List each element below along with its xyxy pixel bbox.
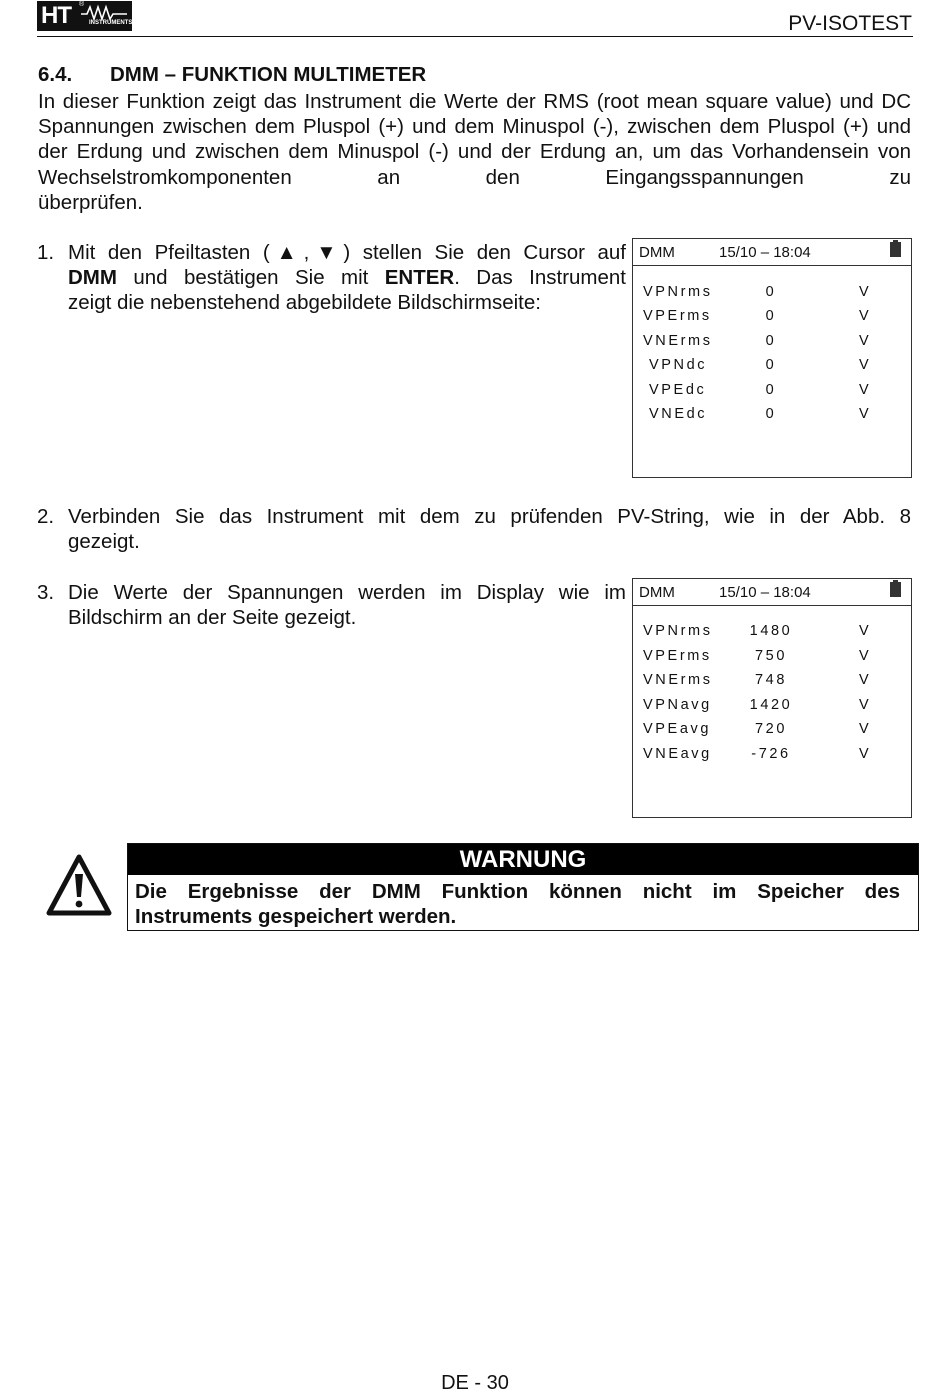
reading-value: 0	[765, 308, 777, 324]
reading-unit: V	[859, 721, 872, 737]
reading-label: VNErms	[643, 333, 713, 349]
step-1-enter-keyword: ENTER	[384, 266, 455, 290]
screen-datetime: 15/10 – 18:04	[719, 244, 811, 261]
screen-header	[633, 579, 911, 606]
reading-value: 720	[755, 721, 787, 737]
warning-box	[127, 843, 919, 931]
reading-value: -726	[751, 746, 791, 762]
reading-label: VNErms	[643, 672, 713, 688]
logo-wave-icon	[81, 5, 127, 21]
reading-label: VNEdc	[649, 406, 708, 422]
section-number: 6.4.	[38, 63, 73, 86]
reading-unit: V	[859, 648, 872, 664]
intro-text: In dieser Funktion zeigt das Instrument die Werte der RMS (root mean square value) und DC Spannungen zwischen dem Pluspol (+) und dem Minuspol (-), zwischen dem Pluspol (+) und der Erdung und zwischen dem Minuspol (-) und der Erdung an, um das Vorhandensein von Wechselstromkomponenten an den Eingangsspannungen zu	[38, 90, 911, 189]
reading-value: 1420	[749, 697, 793, 713]
logo-text: HT	[41, 2, 71, 29]
step-3-text	[68, 580, 626, 630]
warning-text-line-2: Instruments gespeichert werden.	[135, 905, 457, 929]
reading-unit: V	[859, 406, 872, 422]
document-title: PV-ISOTEST	[788, 12, 912, 35]
intro-text-last: überprüfen.	[38, 190, 143, 214]
reading-label: VPEdc	[649, 382, 707, 398]
step-1-confirm-text: und bestätigen Sie mit	[116, 266, 385, 290]
reading-value: 0	[765, 333, 777, 349]
reading-label: VPNdc	[649, 357, 708, 373]
screen-mode: DMM	[639, 244, 675, 261]
reading-unit: V	[859, 333, 872, 349]
warning-title: WARNUNG	[128, 844, 918, 875]
logo-subtext: INSTRUMENTS	[89, 20, 133, 26]
section-heading	[38, 63, 426, 87]
reading-value: 748	[755, 672, 787, 688]
reading-row	[633, 672, 911, 692]
reading-unit: V	[859, 382, 872, 398]
reading-row	[633, 284, 911, 304]
reading-value: 0	[765, 382, 777, 398]
instrument-screen-2	[632, 578, 912, 818]
step-1-text	[68, 240, 626, 316]
intro-paragraph	[38, 89, 911, 215]
reading-unit: V	[859, 623, 872, 639]
reading-value: 1480	[749, 623, 793, 639]
step-1-instrument-text: . Das Instrument	[454, 266, 626, 290]
reading-label: VPEavg	[643, 721, 711, 737]
warning-text-line-1: Die Ergebnisse der DMM Funktion können nicht im Speicher des	[135, 880, 900, 903]
reading-row	[633, 333, 911, 353]
step-2-line-1: Verbinden Sie das Instrument mit dem zu prüfenden PV-String, wie in der Abb. 8	[68, 505, 911, 528]
step-1-line-2	[68, 265, 626, 290]
reading-value: 0	[765, 406, 777, 422]
step-1-line-3: zeigt die nebenstehend abgebildete Bildschirmseite:	[68, 291, 541, 315]
reading-row	[633, 721, 911, 741]
brand-logo	[37, 1, 132, 31]
screen-header	[633, 239, 911, 266]
reading-row	[633, 648, 911, 668]
step-3-line-1: Die Werte der Spannungen werden im Display wie im	[68, 581, 626, 604]
battery-icon	[890, 242, 901, 257]
warning-triangle-icon	[46, 854, 112, 916]
reading-unit: V	[859, 697, 872, 713]
reading-value: 0	[765, 357, 777, 373]
reading-row	[633, 406, 911, 426]
reading-row	[633, 308, 911, 328]
reading-label: VPNavg	[643, 697, 712, 713]
step-1-line-1: Mit den Pfeiltasten (▲,▼) stellen Sie den Cursor auf	[68, 241, 626, 264]
step-3-line-2: Bildschirm an der Seite gezeigt.	[68, 606, 357, 630]
battery-icon	[890, 582, 901, 597]
step-2-number: 2.	[37, 505, 55, 528]
step-1-dmm-keyword: DMM	[68, 266, 117, 290]
instrument-screen-1	[632, 238, 912, 478]
reading-value: 0	[765, 284, 777, 300]
reading-unit: V	[859, 672, 872, 688]
step-2-line-2: gezeigt.	[68, 530, 140, 554]
reading-unit: V	[859, 746, 872, 762]
screen-datetime: 15/10 – 18:04	[719, 584, 811, 601]
step-2-text	[68, 504, 911, 554]
reading-unit: V	[859, 357, 872, 373]
reading-row	[633, 357, 911, 377]
reading-label: VPNrms	[643, 284, 713, 300]
registered-mark: ®	[79, 1, 85, 8]
page-number: DE - 30	[441, 1372, 509, 1394]
reading-label: VPErms	[643, 308, 712, 324]
reading-row	[633, 746, 911, 766]
header-divider	[37, 36, 913, 37]
reading-unit: V	[859, 284, 872, 300]
step-3-number: 3.	[37, 581, 55, 604]
reading-label: VPNrms	[643, 623, 713, 639]
reading-value: 750	[755, 648, 787, 664]
reading-row	[633, 382, 911, 402]
reading-label: VPErms	[643, 648, 712, 664]
screen-mode: DMM	[639, 584, 675, 601]
reading-row	[633, 697, 911, 717]
reading-row	[633, 623, 911, 643]
section-title: DMM – FUNKTION MULTIMETER	[110, 63, 427, 86]
reading-unit: V	[859, 308, 872, 324]
step-1-number: 1.	[37, 241, 55, 264]
reading-label: VNEavg	[643, 746, 712, 762]
warning-text	[135, 879, 900, 929]
